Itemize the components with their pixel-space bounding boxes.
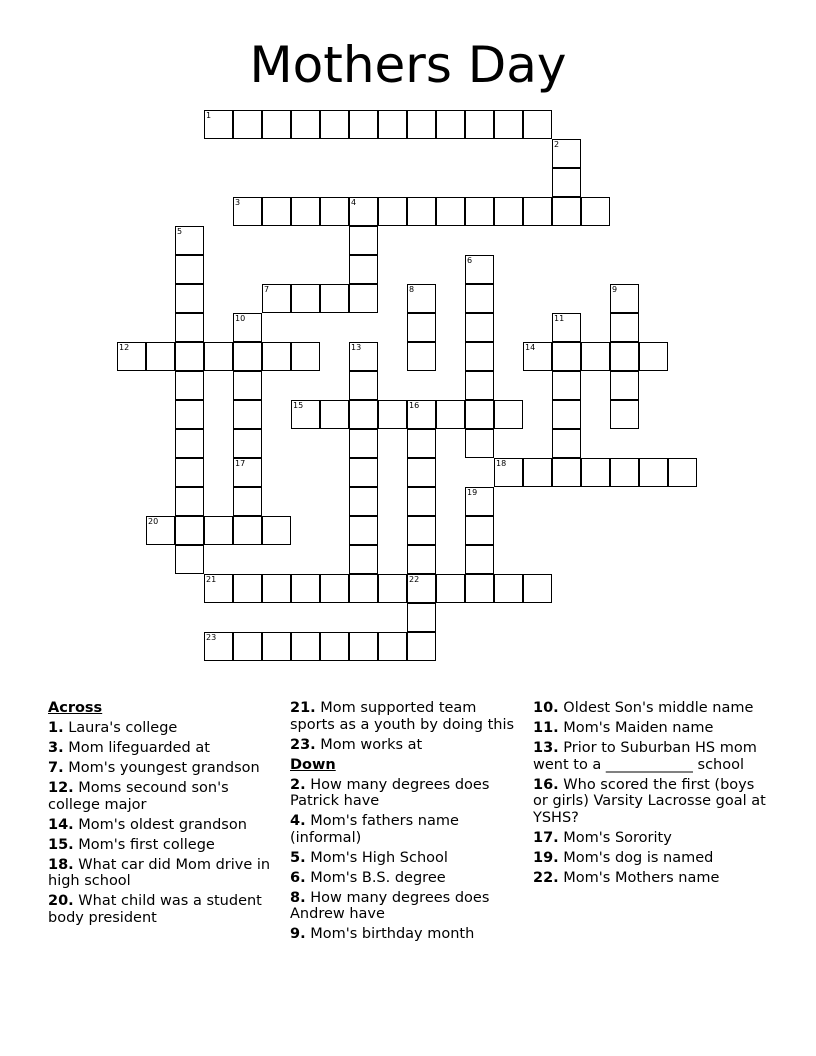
down-clue: 8. How many degrees does Andrew have	[290, 889, 490, 922]
grid-cell[interactable]	[175, 400, 204, 429]
grid-cell[interactable]	[378, 197, 407, 226]
grid-cell[interactable]	[175, 545, 204, 574]
grid-cell[interactable]	[465, 574, 494, 603]
grid-cell[interactable]	[349, 342, 378, 371]
grid-cell[interactable]	[610, 284, 639, 313]
grid-cell[interactable]	[349, 429, 378, 458]
grid-cell[interactable]	[291, 197, 320, 226]
grid-cell[interactable]	[204, 574, 233, 603]
cell-number: 4	[351, 198, 357, 207]
across-clue: 12. Moms secound son's college major	[48, 780, 229, 813]
grid-cell[interactable]	[175, 458, 204, 487]
clue-column-3	[533, 700, 773, 890]
cell-number: 2	[554, 140, 560, 149]
grid-cell[interactable]	[233, 632, 262, 661]
grid-cell[interactable]	[349, 632, 378, 661]
grid-cell[interactable]	[204, 632, 233, 661]
cell-number: 14	[525, 343, 536, 352]
grid-cell[interactable]	[320, 574, 349, 603]
grid-cell[interactable]	[204, 342, 233, 371]
grid-cell[interactable]	[407, 603, 436, 632]
grid-cell[interactable]	[349, 574, 378, 603]
grid-cell[interactable]	[581, 197, 610, 226]
grid-cell[interactable]	[552, 197, 581, 226]
grid-cell[interactable]	[407, 197, 436, 226]
grid-cell[interactable]	[494, 197, 523, 226]
grid-cell[interactable]	[465, 516, 494, 545]
grid-cell[interactable]	[320, 632, 349, 661]
across-clue: 23. Mom works at	[290, 736, 423, 753]
grid-cell[interactable]	[349, 400, 378, 429]
cell-number: 22	[409, 575, 420, 584]
down-clue: 22. Mom's Mothers name	[533, 869, 720, 886]
grid-cell[interactable]	[262, 284, 291, 313]
grid-cell[interactable]	[262, 342, 291, 371]
cell-number: 10	[235, 314, 246, 323]
cell-number: 19	[467, 488, 478, 497]
grid-cell[interactable]	[465, 429, 494, 458]
cell-number: 9	[612, 285, 618, 294]
cell-number: 12	[119, 343, 130, 352]
grid-cell[interactable]	[175, 487, 204, 516]
grid-cell[interactable]	[233, 574, 262, 603]
grid-cell[interactable]	[552, 342, 581, 371]
cell-number: 20	[148, 517, 159, 526]
across-clue: 14. Mom's oldest grandson	[48, 816, 247, 833]
grid-cell[interactable]	[552, 139, 581, 168]
cell-number: 6	[467, 256, 473, 265]
grid-cell[interactable]	[349, 255, 378, 284]
grid-cell[interactable]	[291, 574, 320, 603]
down-clue: 16. Who scored the first (boys or girls) Varsity Lacrosse goal at YSHS?	[533, 776, 766, 826]
grid-cell[interactable]	[407, 342, 436, 371]
grid-cell[interactable]	[262, 110, 291, 139]
grid-cell[interactable]	[552, 429, 581, 458]
grid-cell[interactable]	[581, 342, 610, 371]
grid-cell[interactable]	[407, 632, 436, 661]
grid-cell[interactable]	[262, 197, 291, 226]
down-clue: 5. Mom's High School	[290, 849, 448, 866]
grid-cell[interactable]	[494, 110, 523, 139]
cell-number: 7	[264, 285, 270, 294]
down-clue: 11. Mom's Maiden name	[533, 720, 714, 736]
grid-cell[interactable]	[407, 429, 436, 458]
cell-number: 17	[235, 459, 246, 468]
cell-number: 8	[409, 285, 415, 294]
grid-cell[interactable]	[494, 574, 523, 603]
grid-cell[interactable]	[523, 197, 552, 226]
grid-cell[interactable]	[233, 458, 262, 487]
across-clue: 21. Mom supported team sports as a youth by doing this	[290, 700, 515, 733]
grid-cell[interactable]	[349, 516, 378, 545]
grid-cell[interactable]	[610, 313, 639, 342]
grid-cell[interactable]	[523, 342, 552, 371]
down-heading: Down	[290, 756, 336, 773]
grid-cell[interactable]	[262, 516, 291, 545]
grid-cell[interactable]	[465, 487, 494, 516]
grid-cell[interactable]	[378, 110, 407, 139]
grid-cell[interactable]	[436, 574, 465, 603]
grid-cell[interactable]	[349, 458, 378, 487]
cell-number: 21	[206, 575, 217, 584]
grid-cell[interactable]	[610, 400, 639, 429]
grid-cell[interactable]	[465, 400, 494, 429]
grid-cell[interactable]	[262, 632, 291, 661]
grid-cell[interactable]	[175, 313, 204, 342]
grid-cell[interactable]	[291, 400, 320, 429]
cell-number: 3	[235, 198, 241, 207]
grid-cell[interactable]	[523, 110, 552, 139]
grid-cell[interactable]	[233, 400, 262, 429]
cell-number: 13	[351, 343, 362, 352]
clue-column-1	[48, 700, 276, 930]
across-clue: 18. What car did Mom drive in high school	[48, 856, 271, 889]
grid-cell[interactable]	[233, 429, 262, 458]
grid-cell[interactable]	[494, 458, 523, 487]
grid-cell[interactable]	[262, 574, 291, 603]
grid-cell[interactable]	[407, 516, 436, 545]
down-clue: 10. Oldest Son's middle name	[533, 700, 754, 716]
across-clue: 20. What child was a student body president	[48, 893, 262, 926]
grid-cell[interactable]	[175, 284, 204, 313]
grid-cell[interactable]	[117, 342, 146, 371]
grid-cell[interactable]	[407, 400, 436, 429]
grid-cell[interactable]	[349, 545, 378, 574]
grid-cell[interactable]	[291, 632, 320, 661]
grid-cell[interactable]	[465, 284, 494, 313]
grid-cell[interactable]	[349, 110, 378, 139]
grid-cell[interactable]	[465, 545, 494, 574]
grid-cell[interactable]	[146, 342, 175, 371]
across-clue: 3. Mom lifeguarded at	[48, 740, 210, 756]
down-clue: 2. How many degrees does Patrick have	[290, 776, 490, 809]
grid-cell[interactable]	[523, 574, 552, 603]
grid-cell[interactable]	[407, 545, 436, 574]
clue-column-2	[290, 700, 522, 946]
across-clue: 7. Mom's youngest grandson	[48, 760, 260, 776]
down-clue: 17. Mom's Sorority	[533, 829, 672, 846]
grid-cell[interactable]	[291, 342, 320, 371]
grid-cell[interactable]	[610, 458, 639, 487]
grid-cell[interactable]	[204, 516, 233, 545]
grid-cell[interactable]	[639, 342, 668, 371]
grid-cell[interactable]	[668, 458, 697, 487]
cell-number: 11	[554, 314, 565, 323]
down-clue: 9. Mom's birthday month	[290, 926, 475, 942]
grid-cell[interactable]	[349, 371, 378, 400]
cell-number: 16	[409, 401, 420, 410]
grid-cell[interactable]	[552, 168, 581, 197]
grid-cell[interactable]	[320, 110, 349, 139]
grid-cell[interactable]	[291, 284, 320, 313]
grid-cell[interactable]	[407, 110, 436, 139]
grid-cell[interactable]	[378, 400, 407, 429]
grid-cell[interactable]	[407, 458, 436, 487]
grid-cell[interactable]	[204, 110, 233, 139]
grid-cell[interactable]	[378, 574, 407, 603]
grid-cell[interactable]	[610, 371, 639, 400]
down-clue: 13. Prior to Suburban HS mom went to a ____________ school	[533, 740, 757, 773]
grid-cell[interactable]	[407, 284, 436, 313]
cell-number: 15	[293, 401, 304, 410]
grid-cell[interactable]	[436, 197, 465, 226]
page-title: Mothers Day	[249, 36, 567, 94]
cell-number: 5	[177, 227, 183, 236]
grid-cell[interactable]	[552, 313, 581, 342]
grid-cell[interactable]	[320, 197, 349, 226]
grid-cell[interactable]	[233, 197, 262, 226]
grid-cell[interactable]	[175, 371, 204, 400]
grid-cell[interactable]	[175, 429, 204, 458]
grid-cell[interactable]	[320, 400, 349, 429]
grid-cell[interactable]	[581, 458, 610, 487]
grid-cell[interactable]	[465, 110, 494, 139]
grid-cell[interactable]	[233, 516, 262, 545]
grid-cell[interactable]	[465, 342, 494, 371]
grid-cell[interactable]	[465, 197, 494, 226]
cell-number: 23	[206, 633, 217, 642]
grid-cell[interactable]	[552, 400, 581, 429]
grid-cell[interactable]	[349, 487, 378, 516]
grid-cell[interactable]	[349, 197, 378, 226]
grid-cell[interactable]	[349, 226, 378, 255]
across-clue: 15. Mom's first college	[48, 836, 215, 853]
grid-cell[interactable]	[175, 226, 204, 255]
grid-cell[interactable]	[320, 284, 349, 313]
grid-cell[interactable]	[233, 487, 262, 516]
down-clue: 19. Mom's dog is named	[533, 849, 714, 866]
grid-cell[interactable]	[291, 110, 320, 139]
grid-cell[interactable]	[146, 516, 175, 545]
grid-cell[interactable]	[175, 255, 204, 284]
grid-cell[interactable]	[233, 342, 262, 371]
grid-cell[interactable]	[233, 371, 262, 400]
grid-cell[interactable]	[407, 487, 436, 516]
grid-cell[interactable]	[523, 458, 552, 487]
grid-cell[interactable]	[407, 313, 436, 342]
grid-cell[interactable]	[233, 110, 262, 139]
grid-cell[interactable]	[552, 458, 581, 487]
cell-number: 18	[496, 459, 507, 468]
down-clue: 6. Mom's B.S. degree	[290, 869, 446, 886]
grid-cell[interactable]	[407, 574, 436, 603]
grid-cell[interactable]	[465, 255, 494, 284]
grid-cell[interactable]	[465, 313, 494, 342]
grid-cell[interactable]	[436, 400, 465, 429]
down-clue: 4. Mom's fathers name (informal)	[290, 813, 459, 846]
grid-cell[interactable]	[349, 284, 378, 313]
grid-cell[interactable]	[175, 342, 204, 371]
grid-cell[interactable]	[639, 458, 668, 487]
grid-cell[interactable]	[465, 371, 494, 400]
grid-cell[interactable]	[436, 110, 465, 139]
grid-cell[interactable]	[378, 632, 407, 661]
across-heading: Across	[48, 700, 103, 716]
grid-cell[interactable]	[233, 313, 262, 342]
cell-number: 1	[206, 111, 212, 120]
grid-cell[interactable]	[494, 400, 523, 429]
grid-cell[interactable]	[552, 371, 581, 400]
grid-cell[interactable]	[610, 342, 639, 371]
across-clue: 1. Laura's college	[48, 720, 178, 736]
grid-cell[interactable]	[175, 516, 204, 545]
